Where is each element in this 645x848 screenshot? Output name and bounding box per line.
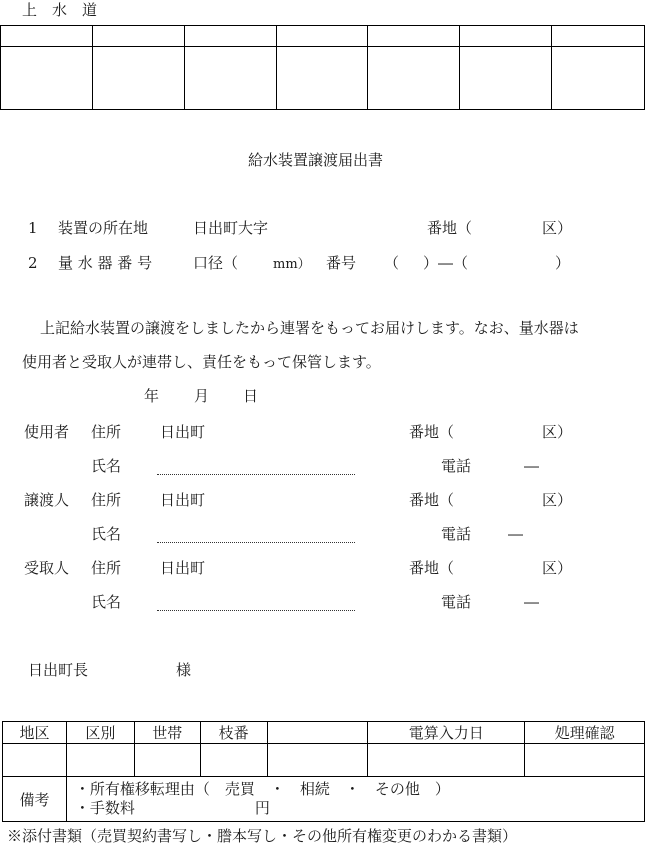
grid-cell[interactable]: [368, 26, 460, 47]
party-role: 使用者: [24, 423, 70, 441]
grid-cell[interactable]: [276, 26, 368, 47]
grid-cell[interactable]: [276, 47, 368, 110]
device-location-ku: 区）: [542, 219, 573, 237]
branch-number-cell[interactable]: [200, 744, 267, 777]
party-address-banchi: 番地（: [409, 423, 455, 441]
document-title: 給水装置譲渡届出書: [248, 151, 384, 169]
meter-number-close: ）: [555, 254, 571, 272]
grid-cell[interactable]: [184, 47, 276, 110]
addressee-office: 日出町長: [28, 661, 89, 679]
party-role: 譲渡人: [24, 491, 70, 509]
party-address-label: 住所: [91, 559, 122, 577]
statement-line1: 上記給水装置の譲渡をしましたから連署をもってお届けします。なお、量水器は: [40, 319, 579, 337]
household-cell[interactable]: [134, 744, 200, 777]
grid-cell[interactable]: [552, 26, 645, 47]
party-address-town: 日出町: [160, 559, 206, 577]
party-address-ku: 区）: [542, 559, 573, 577]
grid-cell[interactable]: [368, 47, 460, 110]
grid-cell[interactable]: [1, 26, 93, 47]
party-address-ku: 区）: [542, 423, 573, 441]
party-phone-dash: ―: [524, 457, 539, 475]
party-role: 受取人: [24, 559, 70, 577]
grid-cell[interactable]: [460, 26, 552, 47]
date-day: 日: [243, 387, 259, 405]
header-district: 地区: [3, 722, 67, 744]
party-address-banchi: 番地（: [409, 491, 455, 509]
party-name-label: 氏名: [91, 593, 122, 611]
party-name-label: 氏名: [91, 525, 122, 543]
party-address-label: 住所: [91, 423, 122, 441]
grid-cell[interactable]: [460, 47, 552, 110]
meter-caliber-unit: mm）: [273, 257, 311, 272]
meter-caliber-label: 口径（: [193, 254, 239, 272]
party-address-banchi: 番地（: [409, 559, 455, 577]
category-cell[interactable]: [66, 744, 134, 777]
remarks-transfer-reason: ・所有権移転理由（ 売買 ・ 相続 ・ その他 ）: [74, 780, 450, 799]
meter-number-label: 量 水 器 番 号: [58, 254, 153, 272]
meter-number-dash: ）―（: [423, 254, 469, 272]
date-year: 年: [144, 387, 160, 405]
party-phone-dash: ―: [508, 525, 523, 543]
grid-cell[interactable]: [92, 47, 184, 110]
device-location-banchi: 番地（: [427, 219, 473, 237]
party-phone-dash: ―: [524, 593, 539, 611]
input-date-cell[interactable]: [368, 744, 525, 777]
party-phone-label: 電話: [441, 525, 472, 543]
remarks-fee: ・手数料 円: [74, 799, 270, 817]
grid-cell[interactable]: [552, 47, 645, 110]
party-name-field[interactable]: [157, 610, 355, 611]
remarks-content: [66, 777, 644, 822]
header-processing-check: 処理確認: [525, 722, 645, 744]
party-address-town: 日出町: [160, 491, 206, 509]
device-location-town: 日出町大字: [193, 219, 269, 237]
district-cell[interactable]: [3, 744, 67, 777]
grid-cell[interactable]: [1, 47, 93, 110]
party-phone-label: 電話: [441, 593, 472, 611]
attachments-note: ※添付書類（売買契約書写し・謄本写し・その他所有権変更のわかる書類）: [7, 827, 518, 845]
meter-number-bango: 番号: [326, 254, 357, 272]
device-location-label: 装置の所在地: [58, 219, 149, 237]
meter-number-open: （: [384, 254, 400, 272]
party-name-label: 氏名: [91, 457, 122, 475]
header-input-date: 電算入力日: [368, 722, 525, 744]
processing-check-cell[interactable]: [525, 744, 645, 777]
admin-table: [2, 721, 645, 822]
statement-line2: 使用者と受取人が連帯し、責任をもって保管します。: [22, 353, 381, 371]
grid-cell[interactable]: [184, 26, 276, 47]
device-row1-num: 1: [28, 219, 38, 237]
section-label: 上 水 道: [22, 1, 98, 19]
party-phone-label: 電話: [441, 457, 472, 475]
header-blank: [267, 722, 368, 744]
party-name-field[interactable]: [157, 542, 355, 543]
header-branch-number: 枝番: [200, 722, 267, 744]
header-household: 世帯: [134, 722, 200, 744]
remarks-label: 備考: [3, 777, 67, 822]
grid-cell[interactable]: [92, 26, 184, 47]
blank-cell[interactable]: [267, 744, 368, 777]
date-month: 月: [194, 387, 210, 405]
addressee-honorific: 様: [176, 661, 192, 679]
header-category: 区別: [66, 722, 134, 744]
device-row2-num: 2: [28, 254, 38, 272]
top-grid: [0, 25, 645, 110]
party-address-town: 日出町: [160, 423, 206, 441]
party-address-label: 住所: [91, 491, 122, 509]
party-address-ku: 区）: [542, 491, 573, 509]
party-name-field[interactable]: [157, 474, 355, 475]
